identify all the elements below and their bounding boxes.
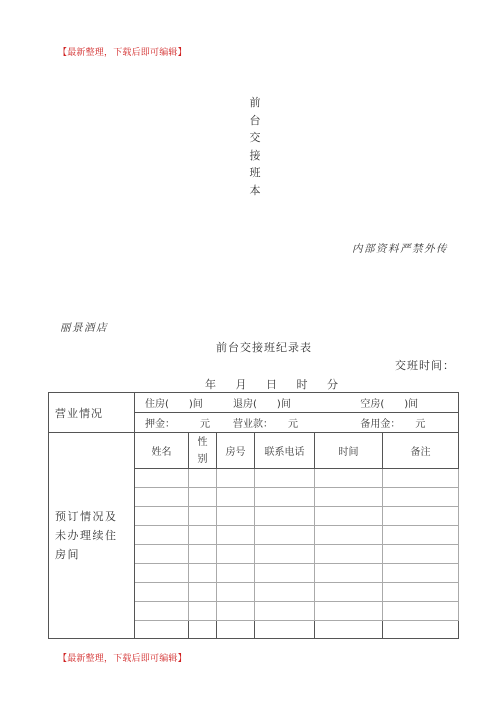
form-title: 前台交接班纪录表: [216, 341, 312, 354]
vacant-rooms: 空房( )间: [360, 399, 419, 410]
vertical-title: [248, 94, 262, 199]
petty-cash: 备用金： 元: [360, 419, 426, 430]
title-char: 台: [249, 113, 261, 127]
handover-time-label: 交班时间：: [395, 359, 455, 372]
booking-label: 预订情况及未办理续住房间: [49, 433, 135, 639]
hotel-name: 丽景酒店: [60, 322, 108, 334]
business-label: 营业情况: [49, 393, 135, 433]
datetime-row: [205, 376, 354, 392]
header-room: 房号: [217, 433, 255, 469]
header-name: 姓名: [135, 433, 189, 469]
revenue: 营业款： 元: [233, 419, 299, 430]
handover-record-table: [48, 392, 459, 639]
deposit: 押金： 元: [145, 419, 210, 430]
top-banner: 【最新整理，下载后即可编辑】: [58, 48, 187, 58]
hour-label: 时: [296, 378, 308, 391]
business-status-cell: [135, 393, 459, 433]
year-label: 年: [205, 378, 216, 391]
month-label: 月: [235, 378, 247, 391]
header-phone: 联系电话: [255, 433, 315, 469]
title-char: 本: [249, 183, 261, 197]
checkout-rooms: 退房( )间: [233, 399, 291, 410]
bottom-banner: 【最新整理，下载后即可编辑】: [58, 654, 187, 664]
day-label: 日: [266, 378, 277, 391]
header-time: 时间: [315, 433, 383, 469]
title-char: 接: [249, 148, 261, 162]
title-char: 交: [249, 131, 261, 144]
header-remarks: 备注: [383, 433, 459, 469]
minute-label: 分: [327, 378, 338, 391]
title-char: 前: [249, 96, 261, 109]
title-char: 班: [249, 166, 261, 179]
occupied-rooms: 住房( )间: [145, 399, 203, 410]
confidential-note: 内部资料严禁外传: [352, 243, 448, 255]
header-gender: 性别: [189, 433, 217, 469]
